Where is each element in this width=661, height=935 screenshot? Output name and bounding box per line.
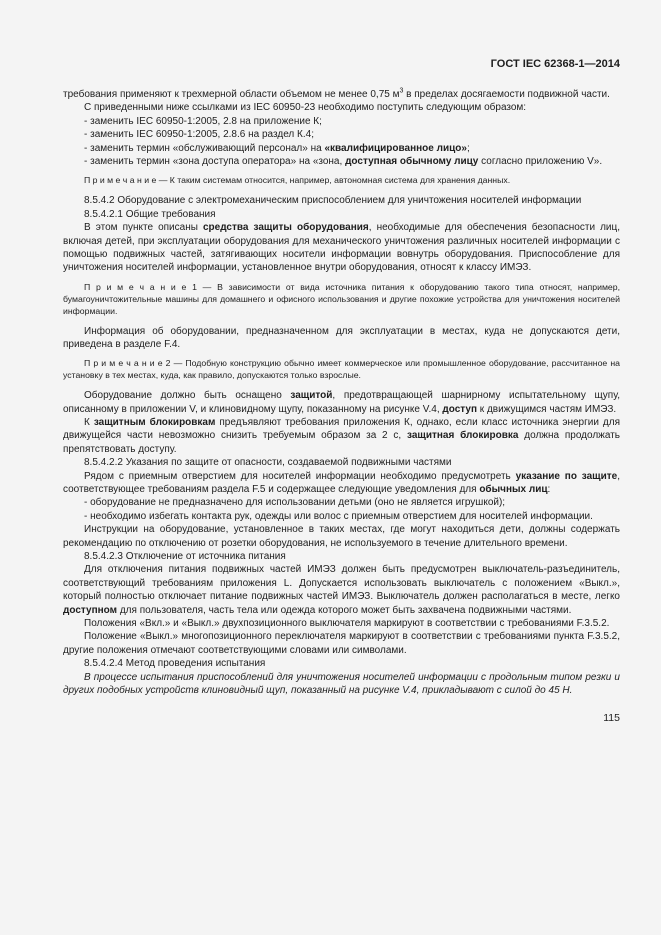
list-item: - оборудование не предназначено для использовании детьми (оно не является игрушкой); — [84, 497, 506, 509]
paragraph: В этом пункте описаны средства защиты оборудования, необходимые для обеспечения безопасности лиц, включая детей, при эксплуатации оборудования для механического уничтожения различных носителей информации с помощью подвижных частей, затягивающих носители информации вовнутрь оборудования. Приспособление для уничтожения носителей информации, установленное внутри оборудования, относят к классу ИМЭЗ. — [63, 222, 621, 274]
note-paragraph: П р и м е ч а н и е 2 — Подобную конструкцию обычно имеет коммерческое или промышленное оборудование, рассчитанное на установку в тех местах, куда, как правило, допускаются только взрослые. — [63, 358, 620, 381]
paragraph: требования применяют к трехмерной области объемом не менее 0,75 $м^3$ в пределах досягаемости подвижной части. — [63, 87, 610, 100]
list-item: - заменить термин «зона доступа оператора» на «зона, доступная обычному лицу согласно приложению V». — [84, 156, 603, 168]
page-body — [63, 88, 620, 697]
document-header — [63, 58, 620, 71]
section-heading: 8.5.4.2.4 Метод проведения испытания — [84, 658, 266, 670]
paragraph: В процессе испытания приспособлений для уничтожения носителей информации с продольным типом резки и других подобных устройств клиновидный щуп, показанный на рисунке V.4, прикладывают с силой до 45 Н. — [63, 671, 620, 697]
list-item: - заменить IEC 60950-1:2005, 2.8.6 на раздел К.4; — [84, 129, 314, 141]
standard-reference: ГОСТ IEC 62368-1—2014 — [490, 58, 620, 70]
note-paragraph: П р и м е ч а н и е — К таким системам относится, например, автономная система для хранения данных. — [84, 175, 511, 186]
section-heading: 8.5.4.2.1 Общие требования — [84, 208, 216, 220]
section-heading: 8.5.4.2.3 Отключение от источника питания — [84, 551, 286, 562]
document-footer — [63, 712, 620, 724]
paragraph: Информация об оборудовании, предназначенном для эксплуатации в местах, куда не допускаются дети, приведена в разделе F.4. — [63, 325, 620, 350]
page-number: 115 — [603, 712, 620, 725]
list-item: - необходимо избегать контакта рук, одежды или волос с приемным отверстием для носителей информации. — [84, 510, 593, 522]
paragraph: К защитным блокировкам предъявляют требования приложения К, однако, если класс источника энергии для движущейся части невозможно снизить требуемым образом за 2 с, защитная блокировка должна продолжать препятствовать доступу. — [63, 416, 621, 455]
section-heading: 8.5.4.2.2 Указания по защите от опасности, создаваемой подвижными частями — [84, 457, 452, 469]
note-paragraph: П р и м е ч а н и е 1 — В зависимости от вида источника питания к оборудованию такого типа относят, например, бумагоуничтожительные машины для домашнего и офисного использования и другие похожие устройства для уничтожения носителей информации. — [63, 281, 620, 316]
list-item: - заменить термин «обслуживающий персонал» на «квалифицированное лицо»; — [84, 142, 470, 154]
paragraph: Инструкции на оборудование, установленное в таких местах, где могут находиться дети, должны содержать рекомендацию по отключению от розетки оборудования, не используемого в течение длительного времени. — [63, 524, 620, 549]
paragraph: Положение «Выкл.» многопозиционного переключателя маркируют в соответствии с требованиями пункта F.3.5.2, другие положения отмечают соответствующими словами или символами. — [63, 631, 620, 656]
paragraph: Положения «Вкл.» и «Выкл.» двухпозиционного выключателя маркируют в соответствии с требованиями F.3.5.2. — [84, 618, 610, 630]
paragraph: Рядом с приемным отверстием для носителей информации необходимо предусмотреть указание по защите, соответствующее требованиям раздела F.5 и содержащее следующие уведомления для обычных лиц: — [63, 470, 620, 495]
paragraph: С приведенными ниже ссылками из IEC 60950-23 необходимо поступить следующим образом: — [84, 102, 527, 114]
list-item: - заменить IEC 60950-1:2005, 2.8 на приложение К; — [84, 115, 322, 127]
page-content — [63, 58, 620, 724]
paragraph: Для отключения питания подвижных частей ИМЭЗ должен быть предусмотрен выключатель-разъединитель, соответствующий требованиям приложения L. Допускается использовать выключатель с положением «Выкл.», который полностью отключает питание подвижных частей ИМЭЗ. Выключатель должен располагаться в месте, легко доступном для пользователя, часть тела или одежда которого может быть захвачена подвижными частями. — [63, 564, 620, 616]
paragraph: Оборудование должно быть оснащено защитой, предотвращающей шарнирному испытательному щупу, описанному в приложении V, и клиновидному щупу, показанному на рисунке V.4, доступ к движущимся частям ИМЭЗ. — [63, 390, 620, 415]
section-heading: 8.5.4.2 Оборудование с электромеханическим приспособлением для уничтожения носителей информации — [84, 195, 582, 207]
